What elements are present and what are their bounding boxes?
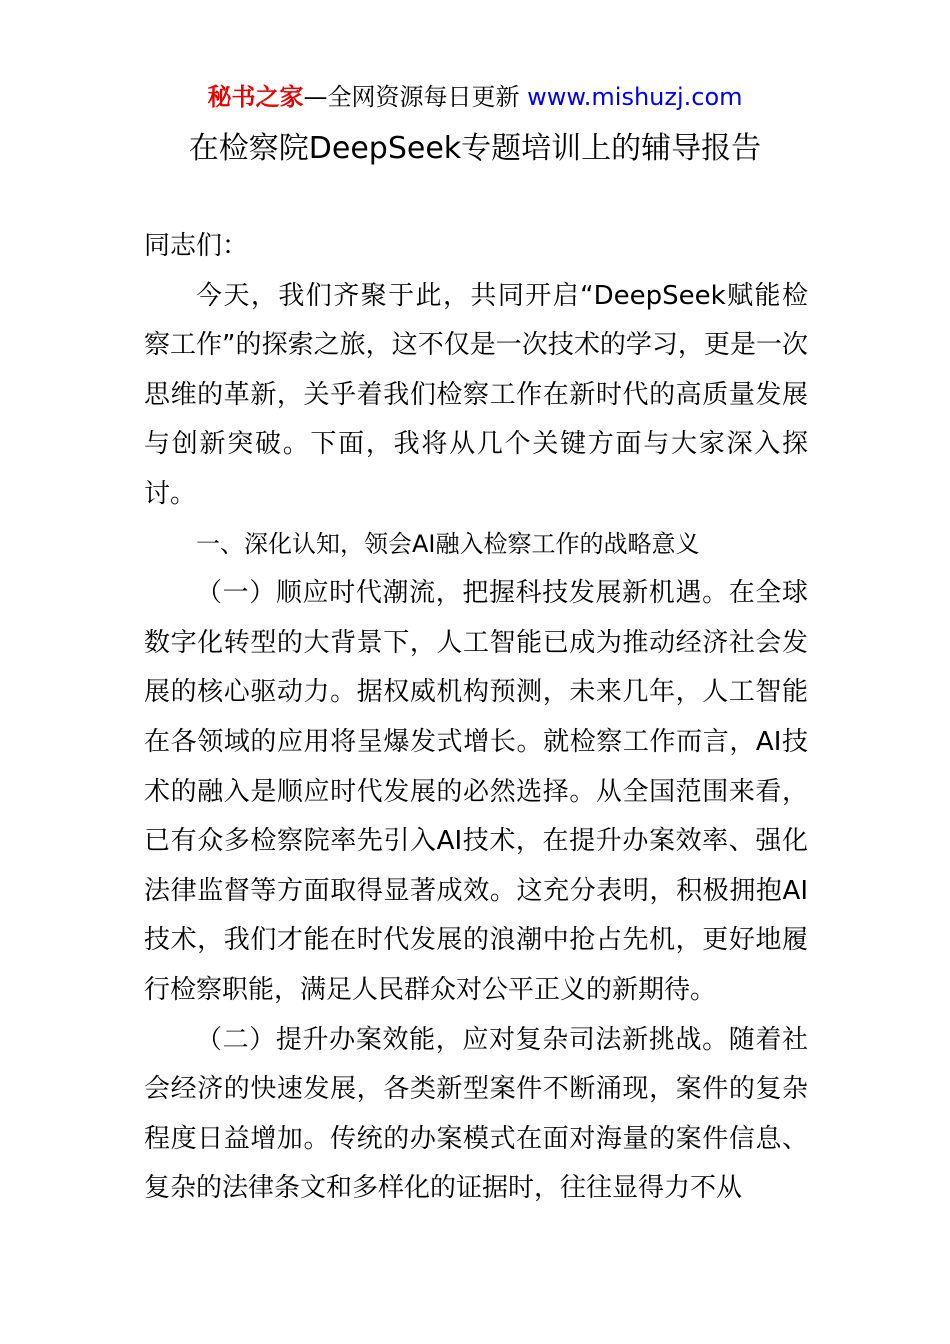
intro-paragraph: 今天，我们齐聚于此，共同开启“DeepSeek赋能检察工作”的探索之旅，这不仅是一次技术的学习，更是一次思维的革新，关乎着我们检察工作在新时代的高质量发展与创新突破。下面，我将从几个关键方面与大家深入探讨。	[144, 280, 808, 509]
body-paragraph: （二）提升办案效能，应对复杂司法新挑战。随着社会经济的快速发展，各类新型案件不断涌现，案件的复杂程度日益增加。传统的办案模式在面对海量的案件信息、复杂的法律条文和多样化的证据时，往往显得力不从	[144, 1024, 808, 1204]
document-title: 在检察院DeepSeek专题培训上的辅导报告	[188, 131, 762, 166]
site-tagline: —全网资源每日更新	[303, 83, 528, 111]
salutation: 同志们：	[144, 231, 249, 261]
section-heading: 一、深化认知，领会AI融入检察工作的战略意义	[196, 529, 700, 558]
site-url-link[interactable]: www.mishuzj.com	[527, 83, 743, 111]
site-brand: 秘书之家	[207, 83, 304, 111]
document-body	[144, 222, 808, 1214]
body-paragraph: （一）顺应时代潮流，把握科技发展新机遇。在全球数字化转型的大背景下，人工智能已成为推动经济社会发展的核心驱动力。据权威机构预测，未来几年，人工智能在各领域的应用将呈爆发式增长。就检察工作而言，AI技术的融入是顺应时代发展的必然选择。从全国范围来看，已有众多检察院率先引入AI技术，在提升办案效率、强化法律监督等方面取得显著成效。这充分表明，积极拥抱AI技术，我们才能在时代发展的浪潮中抢占先机，更好地履行检察职能，满足人民群众对公平正义的新期待。	[144, 578, 808, 1005]
site-header	[0, 80, 950, 114]
